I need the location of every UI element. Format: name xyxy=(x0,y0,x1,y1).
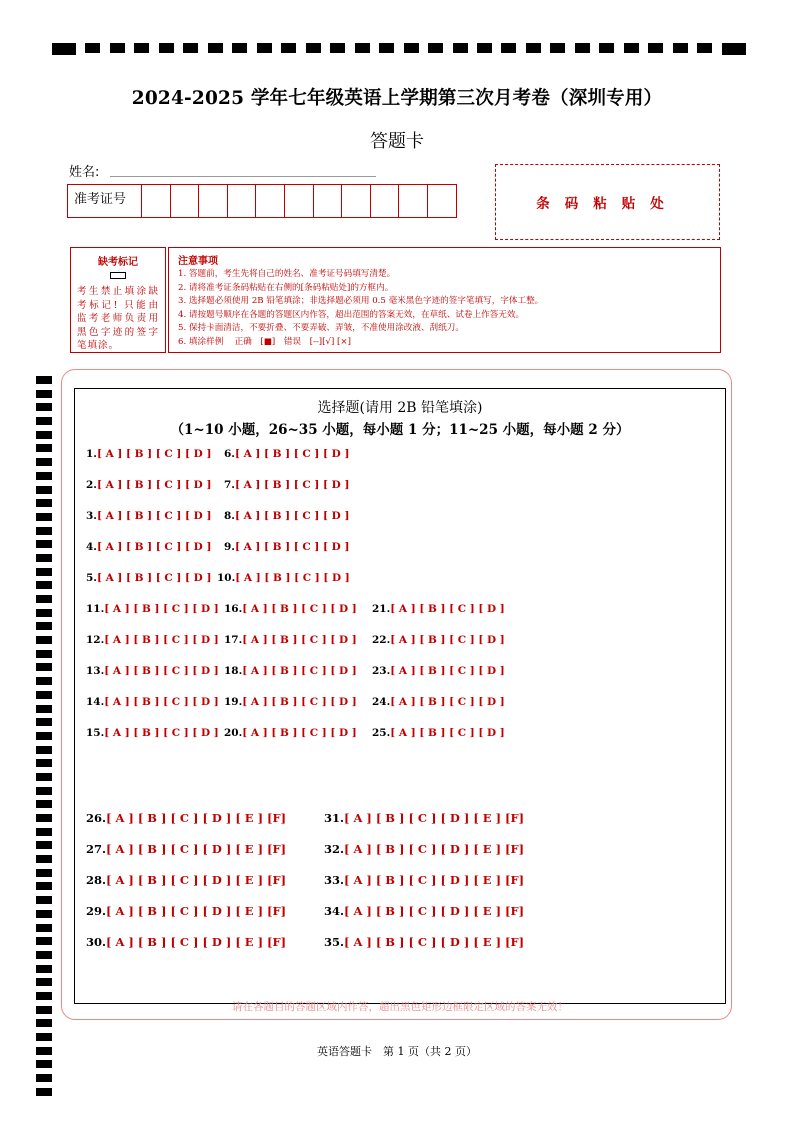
notes-item: 5. 保持卡面清洁，不要折叠、不要弄破、弄皱，不准使用涂改液、刮纸刀。 xyxy=(178,323,464,333)
question-1[interactable] xyxy=(86,448,211,460)
question-number: 13. xyxy=(86,665,105,677)
absent-mark-text: 考生禁止填涂缺考标记! 只能由监考老师负责用黑色字迹的签字笔填涂。 xyxy=(77,286,159,351)
question-23[interactable] xyxy=(372,665,505,677)
question-number: 18. xyxy=(224,665,243,677)
page-subtitle: 答题卡 xyxy=(370,131,424,152)
question-9[interactable] xyxy=(224,541,349,553)
top-timing-marks xyxy=(52,43,746,55)
question-number: 7. xyxy=(224,479,235,491)
notes-box xyxy=(168,247,721,353)
answer-options[interactable]: [ A ] [ B ] [ C ] [ D ] xyxy=(104,665,219,677)
page-title: 2024-2025 学年七年级英语上学期第三次月考卷（深圳专用） xyxy=(131,88,663,109)
question-4[interactable] xyxy=(86,541,211,553)
exam-id-cell[interactable] xyxy=(142,185,171,217)
answer-options[interactable]: [ A ] [ B ] [ C ] [ D ] xyxy=(96,479,212,491)
exam-id-cell[interactable] xyxy=(428,185,456,217)
question-number: 26. xyxy=(86,811,107,825)
question-number: 17. xyxy=(224,634,243,646)
exam-id-cell[interactable] xyxy=(285,185,314,217)
notes-item: 6. 填涂样例 正确 [■] 错误 [--][√] [×] xyxy=(178,336,351,347)
answer-options[interactable]: [ A ] [ B ] [ C ] [ D ] xyxy=(390,665,505,677)
question-10[interactable] xyxy=(217,572,350,584)
answer-options[interactable]: [ A ] [ B ] [ C ] [ D ] xyxy=(242,665,357,677)
exam-id-cell[interactable] xyxy=(199,185,228,217)
question-18[interactable] xyxy=(224,665,357,677)
question-number: 28. xyxy=(86,873,107,887)
exam-id-cell[interactable] xyxy=(342,185,371,217)
question-13[interactable] xyxy=(86,665,219,677)
answer-options[interactable]: [ A ] [ B ] [ C ] [ D ] xyxy=(234,510,350,522)
answer-options[interactable]: [ A ] [ B ] [ C ] [ D ] [ E ] [F] xyxy=(106,935,287,949)
notes-item: 3. 选择题必须使用 2B 铅笔填涂；非选择题必须用 0.5 毫米黑色字迹的签字笔填写，字体工整。 xyxy=(178,296,544,306)
exam-id-cell[interactable] xyxy=(371,185,400,217)
absent-mark-checkbox[interactable] xyxy=(110,272,126,279)
question-number: 15. xyxy=(86,727,105,739)
answer-options[interactable]: [ A ] [ B ] [ C ] [ D ] [ E ] [F] xyxy=(106,811,287,825)
question-number: 35. xyxy=(324,935,345,949)
question-21[interactable] xyxy=(372,603,505,615)
question-26[interactable] xyxy=(86,811,286,825)
question-number: 11. xyxy=(86,603,105,615)
answer-options[interactable]: [ A ] [ B ] [ C ] [ D ] xyxy=(104,696,219,708)
exam-id-cell[interactable] xyxy=(171,185,200,217)
exam-id-cell[interactable] xyxy=(256,185,285,217)
exam-id-cell[interactable] xyxy=(314,185,343,217)
question-number: 30. xyxy=(86,935,107,949)
question-number: 33. xyxy=(324,873,345,887)
question-number: 16. xyxy=(224,603,243,615)
answer-area-warning: 请在各题目的答题区域内作答，超出黑色矩形边框限定区域的答案无效！ xyxy=(232,1001,568,1013)
answer-options[interactable]: [ A ] [ B ] [ C ] [ D ] xyxy=(235,572,350,584)
question-11[interactable] xyxy=(86,603,219,615)
question-25[interactable] xyxy=(372,727,505,739)
answer-options[interactable]: [ A ] [ B ] [ C ] [ D ] xyxy=(390,727,505,739)
answer-options[interactable]: [ A ] [ B ] [ C ] [ D ] xyxy=(96,448,212,460)
question-number: 34. xyxy=(324,904,345,918)
question-16[interactable] xyxy=(224,603,357,615)
choice-section-title: 选择题(请用 2B 铅笔填涂) xyxy=(317,400,483,416)
answer-options[interactable]: [ A ] [ B ] [ C ] [ D ] xyxy=(104,603,219,615)
question-17[interactable] xyxy=(224,634,357,646)
question-32[interactable] xyxy=(324,842,524,856)
question-number: 9. xyxy=(224,541,235,553)
exam-id-cell[interactable] xyxy=(399,185,428,217)
answer-options[interactable]: [ A ] [ B ] [ C ] [ D ] xyxy=(96,510,212,522)
question-15[interactable] xyxy=(86,727,219,739)
question-20[interactable] xyxy=(224,727,357,739)
question-number: 31. xyxy=(324,811,345,825)
page-footer: 英语答题卡 第 1 页（共 2 页） xyxy=(317,1045,477,1058)
question-number: 10. xyxy=(217,572,236,584)
question-number: 8. xyxy=(224,510,235,522)
question-12[interactable] xyxy=(86,634,219,646)
answer-options[interactable]: [ A ] [ B ] [ C ] [ D ] xyxy=(390,603,505,615)
answer-options[interactable]: [ A ] [ B ] [ C ] [ D ] [ E ] [F] xyxy=(344,935,525,949)
exam-id-box[interactable] xyxy=(67,184,457,218)
answer-options[interactable]: [ A ] [ B ] [ C ] [ D ] [ E ] [F] xyxy=(344,811,525,825)
question-28[interactable] xyxy=(86,873,286,887)
question-number: 21. xyxy=(372,603,391,615)
choice-section-subtitle: （1~10 小题，26~35 小题，每小题 1 分；11~25 小题，每小题 2 分） xyxy=(170,422,630,438)
answer-options[interactable]: [ A ] [ B ] [ C ] [ D ] xyxy=(390,696,505,708)
question-19[interactable] xyxy=(224,696,357,708)
question-number: 25. xyxy=(372,727,391,739)
answer-options[interactable]: [ A ] [ B ] [ C ] [ D ] [ E ] [F] xyxy=(344,904,525,918)
question-number: 27. xyxy=(86,842,107,856)
answer-options[interactable]: [ A ] [ B ] [ C ] [ D ] [ E ] [F] xyxy=(106,873,287,887)
left-timing-marks xyxy=(36,376,52,1101)
question-5[interactable] xyxy=(86,572,211,584)
answer-options[interactable]: [ A ] [ B ] [ C ] [ D ] [ E ] [F] xyxy=(106,904,287,918)
answer-options[interactable]: [ A ] [ B ] [ C ] [ D ] xyxy=(242,634,357,646)
question-27[interactable] xyxy=(86,842,286,856)
question-2[interactable] xyxy=(86,479,211,491)
question-number: 20. xyxy=(224,727,243,739)
answer-options[interactable]: [ A ] [ B ] [ C ] [ D ] xyxy=(242,696,357,708)
question-number: 2. xyxy=(86,479,97,491)
question-number: 3. xyxy=(86,510,97,522)
question-29[interactable] xyxy=(86,904,286,918)
exam-id-label: 准考证号 xyxy=(68,185,142,217)
question-number: 22. xyxy=(372,634,391,646)
question-number: 24. xyxy=(372,696,391,708)
question-number: 1. xyxy=(86,448,97,460)
question-35[interactable] xyxy=(324,935,524,949)
question-number: 4. xyxy=(86,541,97,553)
answer-options[interactable]: [ A ] [ B ] [ C ] [ D ] xyxy=(242,603,357,615)
question-3[interactable] xyxy=(86,510,211,522)
question-33[interactable] xyxy=(324,873,524,887)
question-34[interactable] xyxy=(324,904,524,918)
answer-options[interactable]: [ A ] [ B ] [ C ] [ D ] xyxy=(96,541,212,553)
question-number: 12. xyxy=(86,634,105,646)
absent-mark-box xyxy=(70,247,166,353)
answer-options[interactable]: [ A ] [ B ] [ C ] [ D ] xyxy=(104,634,219,646)
question-6[interactable] xyxy=(224,448,349,460)
question-8[interactable] xyxy=(224,510,349,522)
notes-item: 2. 请将准考证条码粘贴在右侧的[条码粘贴处]的方框内。 xyxy=(178,282,394,293)
absent-mark-title: 缺考标记 xyxy=(98,257,138,268)
answer-options[interactable]: [ A ] [ B ] [ C ] [ D ] [ E ] [F] xyxy=(344,842,525,856)
answer-options[interactable]: [ A ] [ B ] [ C ] [ D ] xyxy=(234,448,350,460)
answer-options[interactable]: [ A ] [ B ] [ C ] [ D ] xyxy=(242,727,357,739)
answer-options[interactable]: [ A ] [ B ] [ C ] [ D ] xyxy=(104,727,219,739)
question-31[interactable] xyxy=(324,811,524,825)
question-number: 23. xyxy=(372,665,391,677)
question-22[interactable] xyxy=(372,634,505,646)
question-14[interactable] xyxy=(86,696,219,708)
question-number: 29. xyxy=(86,904,107,918)
question-number: 14. xyxy=(86,696,105,708)
question-number: 5. xyxy=(86,572,97,584)
question-number: 32. xyxy=(324,842,345,856)
barcode-area: 条码粘贴处 xyxy=(495,164,720,240)
notes-title: 注意事项 xyxy=(178,256,218,267)
answer-options[interactable]: [ A ] [ B ] [ C ] [ D ] [ E ] [F] xyxy=(106,842,287,856)
notes-item: 4. 请按题号顺序在各题的答题区内作答，超出范围的答案无效，在草纸、试卷上作答无效。 xyxy=(178,309,525,320)
answer-options[interactable]: [ A ] [ B ] [ C ] [ D ] xyxy=(96,572,212,584)
question-24[interactable] xyxy=(372,696,505,708)
exam-id-cell[interactable] xyxy=(228,185,257,217)
notes-item: 1. 答题前，考生先将自己的姓名、准考证号码填写清楚。 xyxy=(178,269,396,279)
question-number: 19. xyxy=(224,696,243,708)
name-label: 姓名: xyxy=(69,165,100,180)
question-7[interactable] xyxy=(224,479,349,491)
answer-options[interactable]: [ A ] [ B ] [ C ] [ D ] [ E ] [F] xyxy=(344,873,525,887)
question-30[interactable] xyxy=(86,935,286,949)
answer-options[interactable]: [ A ] [ B ] [ C ] [ D ] xyxy=(390,634,505,646)
name-field[interactable] xyxy=(110,176,376,177)
answer-options[interactable]: [ A ] [ B ] [ C ] [ D ] xyxy=(234,479,350,491)
answer-options[interactable]: [ A ] [ B ] [ C ] [ D ] xyxy=(234,541,350,553)
question-number: 6. xyxy=(224,448,235,460)
